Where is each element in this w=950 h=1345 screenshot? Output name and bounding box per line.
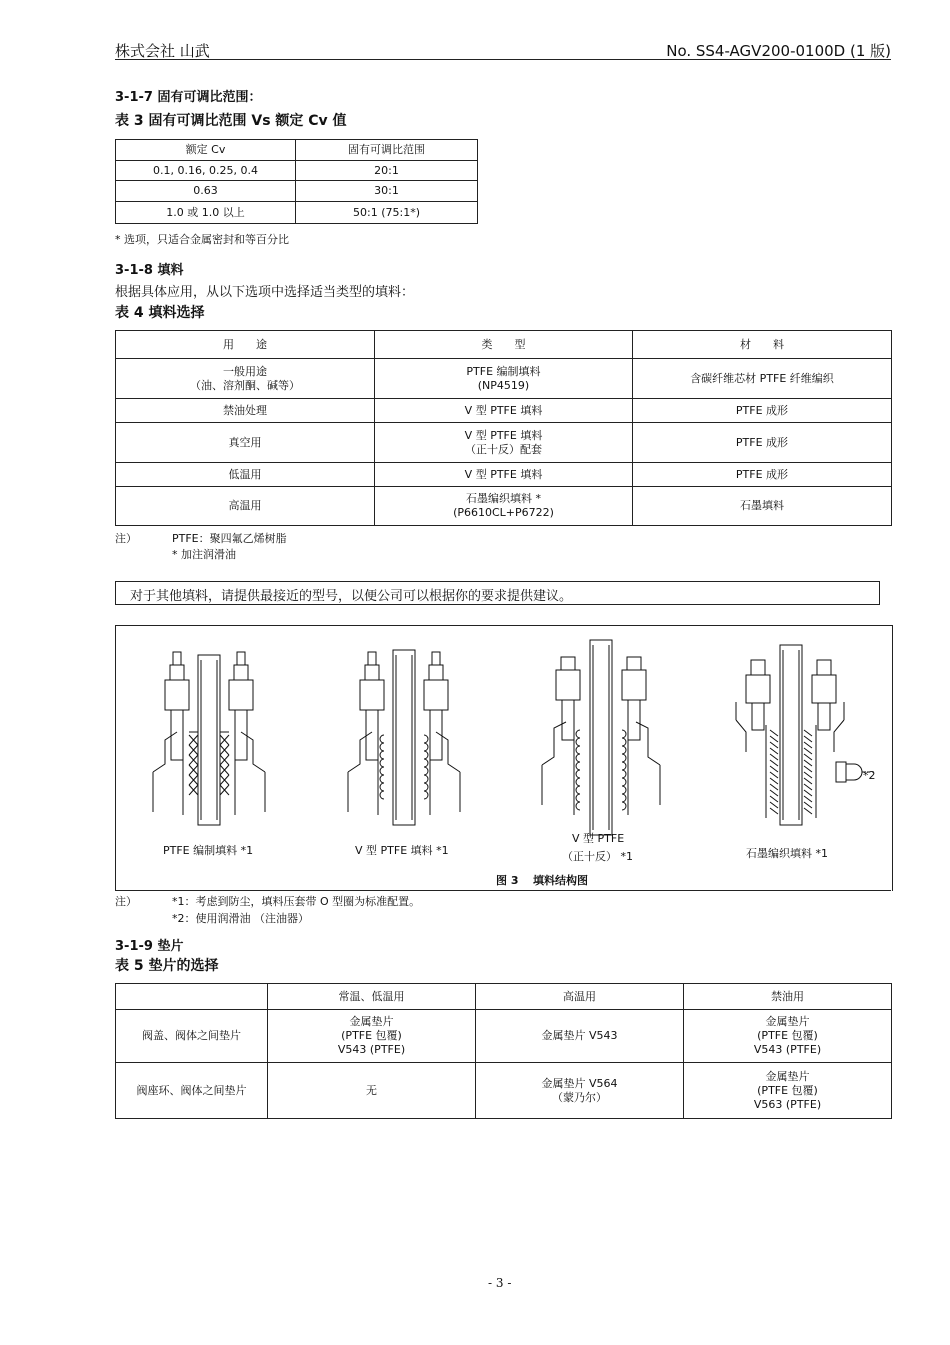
table4-cell: 禁油处理 — [116, 399, 375, 423]
table5-header-oil-free: 禁油用 — [684, 984, 892, 1010]
table5-row-label: 阀盖、阀体之间垫片 — [116, 1010, 268, 1063]
table5-row-label: 阀座环、阀体之间垫片 — [116, 1063, 268, 1119]
table5-cell: 金属垫片 (PTFE 包覆) V543 (PTFE) — [684, 1010, 892, 1063]
table4-cell: V 型 PTFE 填料 — [375, 399, 633, 423]
table3-header-range: 固有可调比范围 — [296, 140, 478, 161]
table3-cell: 50:1 (75:1*) — [296, 202, 478, 224]
figure-label-v-ptfe-vacuum: V 型 PTFE — [572, 832, 625, 845]
table4-cell: 低温用 — [116, 463, 375, 487]
table3-cell: 20:1 — [296, 161, 478, 181]
company-name: 株式会社 山武 — [115, 42, 210, 60]
v-ptfe-vacuum-drawing — [542, 640, 660, 835]
table4-header-use: 用 途 — [116, 331, 375, 359]
section-3-1-8-intro: 根据具体应用，从以下选项中选择适当类型的填料： — [115, 285, 415, 300]
figure-label-ptfe-braided: PTFE 编制填料 *1 — [163, 844, 254, 857]
table4-cell: 高温用 — [116, 487, 375, 526]
ptfe-braided-drawing — [153, 652, 265, 825]
figure-callout-2: *2 — [863, 769, 876, 782]
table4-note: PTFE：聚四氟乙烯树脂 — [172, 532, 287, 545]
table3-title: 表 3 固有可调比范围 Vs 额定 Cv 值 — [115, 113, 347, 129]
table3-cell: 30:1 — [296, 181, 478, 202]
table4-header-material: 材 料 — [633, 331, 892, 359]
table4-title: 表 4 填料选择 — [115, 305, 205, 321]
table5-cell: 无 — [268, 1063, 476, 1119]
graphite-drawing — [736, 645, 874, 825]
table5-cell: 金属垫片 V543 — [476, 1010, 684, 1063]
table4-cell: 石墨填料 — [633, 487, 892, 526]
figure-caption-number: 图 3 — [496, 874, 519, 887]
table4-note-label: 注） — [115, 532, 137, 545]
table4-cell: 真空用 — [116, 423, 375, 463]
table4-cell: 石墨编织填料 * (P6610CL+P6722) — [375, 487, 633, 526]
figure-note: *2：使用润滑油 （注油器） — [172, 912, 309, 925]
table5-header-blank — [116, 984, 268, 1010]
table5-cell: 金属垫片 (PTFE 包覆) V543 (PTFE) — [268, 1010, 476, 1063]
table4-cell: PTFE 成形 — [633, 399, 892, 423]
table4-cell: V 型 PTFE 填料 （正十反）配套 — [375, 423, 633, 463]
table3-cell: 1.0 或 1.0 以上 — [116, 202, 296, 224]
figure-label-graphite: 石墨编织填料 *1 — [746, 847, 828, 860]
table3-cell: 0.63 — [116, 181, 296, 202]
header-rule — [115, 59, 891, 60]
table4-note: * 加注润滑油 — [172, 548, 236, 561]
table3-note: * 选项，只适合金属密封和等百分比 — [115, 233, 289, 246]
section-3-1-8-title: 3-1-8 填料 — [115, 263, 184, 278]
figure-note-label: 注） — [115, 895, 137, 908]
table4-cell: PTFE 成形 — [633, 463, 892, 487]
document-number: No. SS4-AGV200-0100D (1 版) — [666, 42, 891, 60]
figure-note: *1：考虑到防尘，填料压套带 O 型圈为标准配置。 — [172, 895, 421, 908]
table4-cell: PTFE 成形 — [633, 423, 892, 463]
packing-advice-box — [115, 581, 880, 605]
table5-title: 表 5 垫片的选择 — [115, 958, 219, 974]
table5-cell: 金属垫片 (PTFE 包覆) V563 (PTFE) — [684, 1063, 892, 1119]
page-number: - 3 - — [488, 1276, 512, 1290]
figure-label-v-ptfe: V 型 PTFE 填料 *1 — [355, 844, 449, 857]
section-3-1-7-title: 3-1-7 固有可调比范围： — [115, 90, 262, 105]
table4-cell: 含碳纤维芯材 PTFE 纤维编织 — [633, 359, 892, 399]
packing-advice-text: 对于其他填料，请提供最接近的型号，以便公司可以根据你的要求提供建议。 — [130, 589, 573, 604]
table4 — [115, 330, 892, 526]
table5-header-normal-low: 常温、低温用 — [268, 984, 476, 1010]
table5 — [115, 983, 892, 1119]
section-3-1-9-title: 3-1-9 垫片 — [115, 939, 184, 954]
table4-header-type: 类 型 — [375, 331, 633, 359]
table4-cell: PTFE 编制填料 (NP4519) — [375, 359, 633, 399]
table4-cell: 一般用途 （油、溶剂酮、碱等） — [116, 359, 375, 399]
table3-cell: 0.1, 0.16, 0.25, 0.4 — [116, 161, 296, 181]
table4-cell: V 型 PTFE 填料 — [375, 463, 633, 487]
table3 — [115, 139, 478, 224]
figure-caption: 填料结构图 — [533, 874, 588, 887]
table5-header-high: 高温用 — [476, 984, 684, 1010]
table5-cell: 金属垫片 V564 （蒙乃尔） — [476, 1063, 684, 1119]
table3-header-cv: 额定 Cv — [116, 140, 296, 161]
figure-label-v-ptfe-vacuum-sub: （正十反） *1 — [562, 850, 633, 863]
v-ptfe-drawing — [348, 650, 460, 825]
